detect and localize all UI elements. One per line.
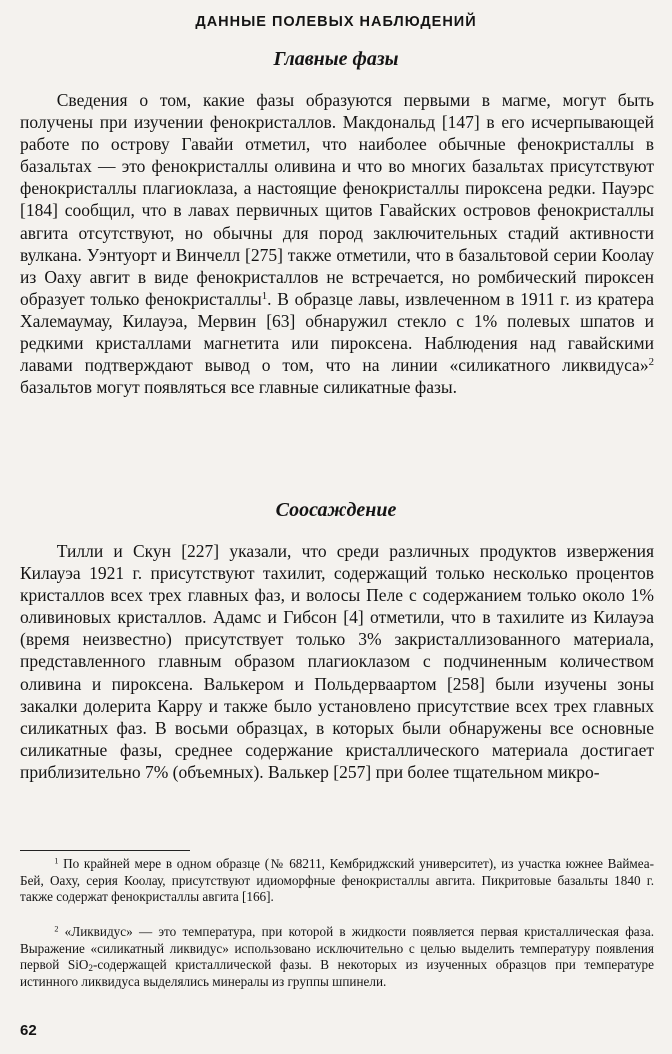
footnote-2-mark: 2: [54, 924, 59, 934]
paragraph-main-phases: [20, 89, 654, 398]
footnote-1-mark: 1: [54, 856, 59, 866]
sio2-subscript: 2: [88, 962, 94, 973]
section-title-coprecipitation: Соосаждение: [275, 499, 397, 521]
footnote-2-text: -содержащей кристаллической фазы. В некоторых из изученных образцов при температуре истинного ликвидуса выделялись минералы из группы шпинели.: [20, 957, 654, 989]
paragraph-text: . В образце лавы, извлеченном в 1911 г. из кратера Халемаумау, Килауэа, Мервин [63] обнаружил стекло с 1% полевых шпатов и редкими кристаллами магнетита или пироксена. Наблюдения над гавайскими лавами подтверждают вывод о том, что на линии «силикатного ликвидуса»: [20, 288, 654, 376]
footnote-2-text: «Ликвидус» — это температура, при которой в жидкости появляется первая кристаллическая фаза. Выражение «силикатный ликвидус» использовано исключительно с целью выделить температуру появления первой SiO: [20, 924, 654, 972]
page-number: 62: [20, 1022, 37, 1039]
running-head: ДАННЫЕ ПОЛЕВЫХ НАБЛЮДЕНИЙ: [195, 14, 477, 30]
footnote-ref-2: 2: [648, 356, 654, 369]
footnote-2: [20, 924, 654, 990]
paragraph-text: Сведения о том, какие фазы образуются первыми в магме, могут быть получены при изучении фенокристаллов. Макдональд [147] в его исчерпывающей работе по острову Гавайи отметил, что наиболее обычные фенокристаллы в базальтах — это фенокристаллы оливина и что во многих базальтах присутствуют фенокристаллы плагиоклаза, а настоящие фенокристаллы пироксена редки. Пауэрс [184] сообщил, что в лавах первичных щитов Гавайских островов фенокристаллы авгита отсутствуют, но обычны для пород заключительных стадий активности вулкана. Уэнтуорт и Винчелл [275] также отметили, что в базальтовой серии Коолау из Оаху авгит в виде фенокристаллов не встречается, но ромбический пироксен образует только фенокристаллы: [20, 90, 654, 309]
footnote-1-text: По крайней мере в одном образце (№ 68211, Кембриджский университет), из участка южнее Ваймеа-Бей, Оаху, серия Коолау, присутствуют идиоморфные фенокристаллы авгита. Пикритовые базальты 1840 г. также содержат фенокристаллы авгита [166].: [20, 856, 654, 904]
paragraph-coprecipitation: Тилли и Скун [227] указали, что среди различных продуктов извержения Килауэа 1921 г. присутствуют тахилит, содержащий только несколько процентов кристаллов всех трех главных фаз, и волосы Пеле с содержанием только около 1% оливиновых кристаллов. Адамс и Гибсон [4] отметили, что в тахилите из Килауэа (время неизвестно) присутствует только 3% закристаллизованного материала, представленного главным образом плагиоклазом с подчиненным количеством оливина и пироксена. Валькером и Польдерваартом [258] были изучены зоны закалки долерита Карру и также было установлено присутствие всех трех главных силикатных фаз. В восьми образцах, в которых были обнаружены все основные силикатные фазы, среднее содержание кристаллического материала достигает приблизительно 7% (объемных). Валькер [257] при более тщательном микро-: [20, 541, 654, 782]
footnote-ref-1: 1: [261, 289, 268, 302]
footnote-divider: [20, 850, 190, 851]
footnote-1: [20, 856, 654, 906]
section-title-main-phases: Главные фазы: [273, 48, 399, 70]
paragraph-text: базальтов могут появляться все главные силикатные фазы.: [20, 377, 458, 398]
